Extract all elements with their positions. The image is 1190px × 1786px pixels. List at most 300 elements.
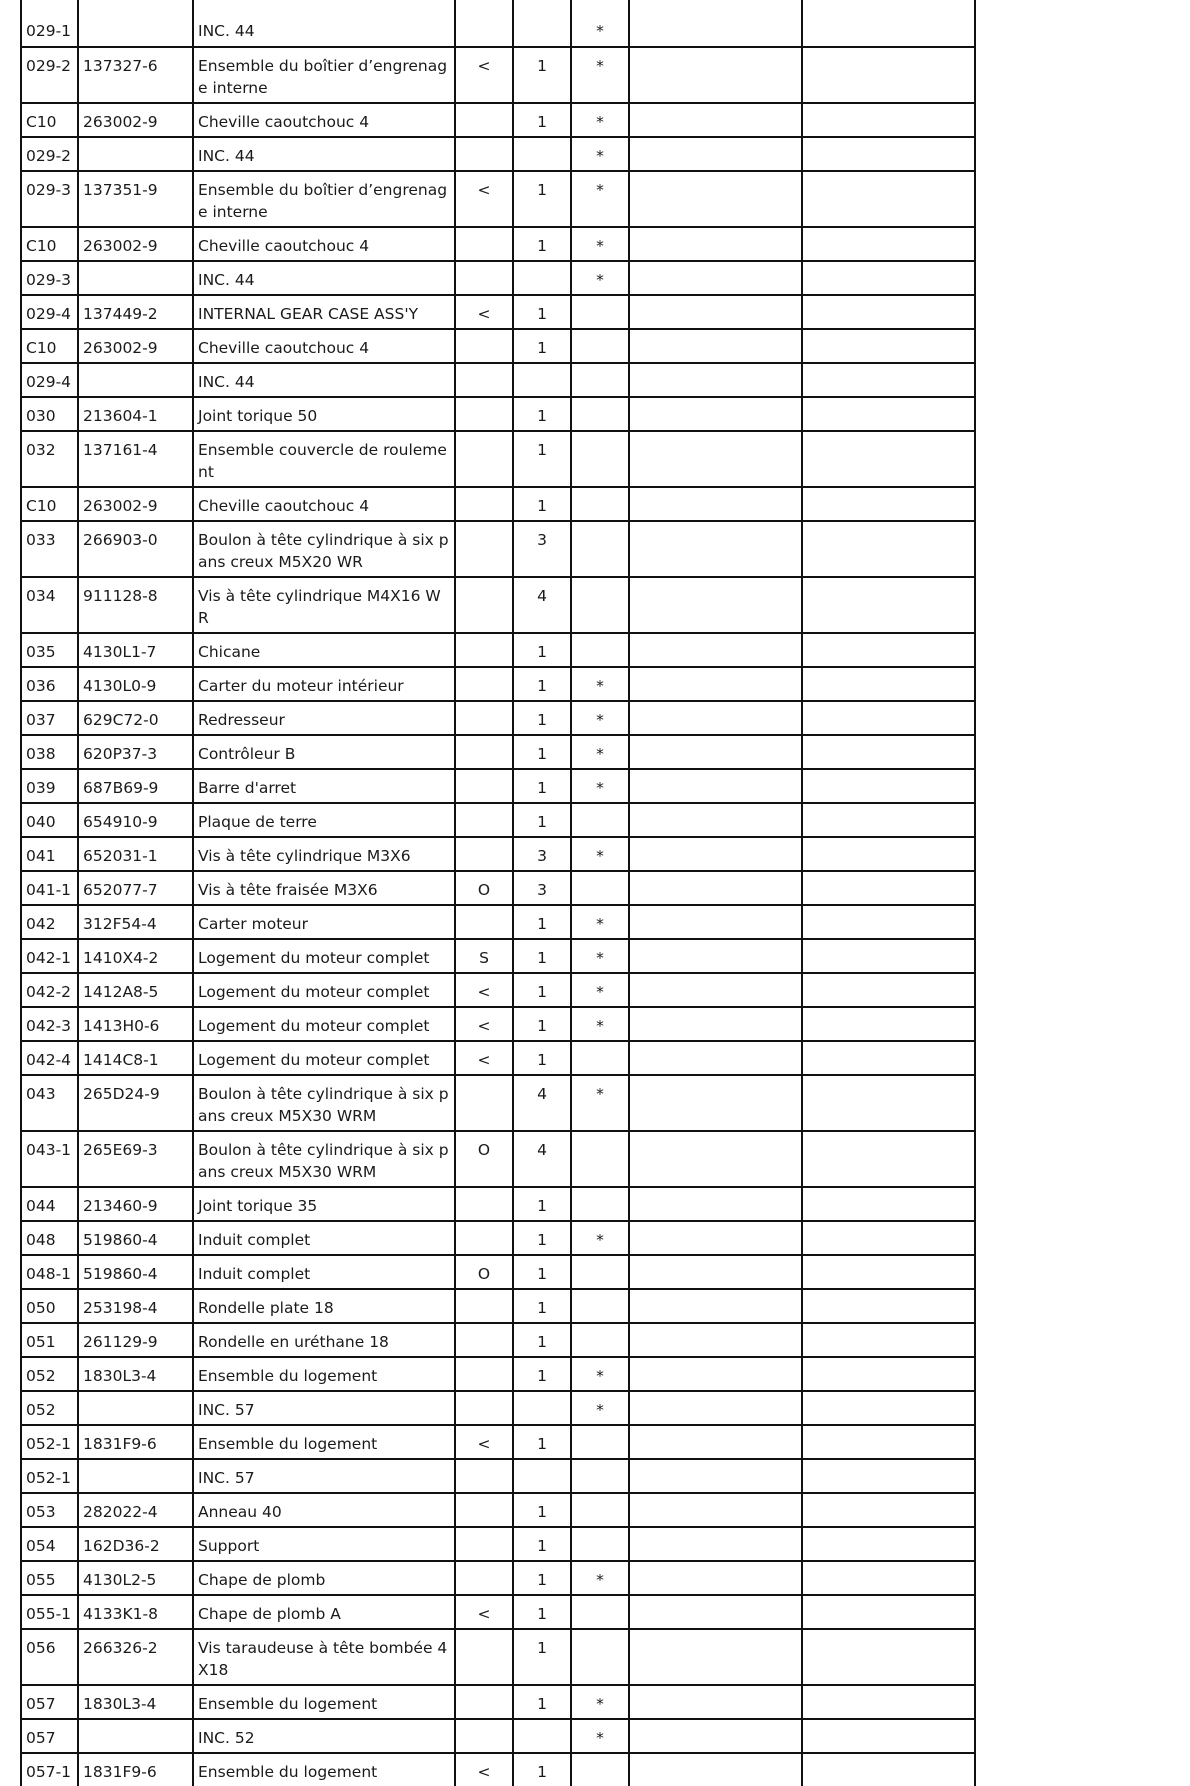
ref-number-cell: 042-1	[21, 939, 78, 973]
star-marker-cell: *	[571, 769, 629, 803]
quantity-cell: 1	[513, 973, 571, 1007]
blank-cell	[802, 871, 975, 905]
star-marker-cell: *	[571, 261, 629, 295]
note-code-cell	[455, 1527, 513, 1561]
blank-cell	[629, 735, 802, 769]
quantity-cell	[513, 1459, 571, 1493]
table-row	[21, 633, 975, 667]
part-number-cell	[78, 1459, 193, 1493]
ref-number-cell: 030	[21, 397, 78, 431]
description-cell: Barre d'arret	[193, 769, 455, 803]
quantity-cell: 1	[513, 1221, 571, 1255]
description-cell: Boulon à tête cylindrique à six pans creux M5X20 WR	[193, 521, 455, 577]
quantity-cell: 1	[513, 1561, 571, 1595]
star-marker-cell: *	[571, 1357, 629, 1391]
quantity-cell	[513, 137, 571, 171]
note-code-cell	[455, 1493, 513, 1527]
blank-cell	[802, 1131, 975, 1187]
description-cell: Ensemble du logement	[193, 1425, 455, 1459]
note-code-cell	[455, 667, 513, 701]
description-cell: INC. 57	[193, 1391, 455, 1425]
part-number-cell: 654910-9	[78, 803, 193, 837]
quantity-cell: 4	[513, 1075, 571, 1131]
blank-cell	[629, 47, 802, 103]
table-row	[21, 1459, 975, 1493]
description-cell: INC. 57	[193, 1459, 455, 1493]
ref-number-cell: 039	[21, 769, 78, 803]
ref-number-cell: 057	[21, 1685, 78, 1719]
part-number-cell: 213604-1	[78, 397, 193, 431]
blank-cell	[802, 1719, 975, 1753]
blank-cell	[802, 1685, 975, 1719]
star-marker-cell	[571, 1527, 629, 1561]
ref-number-cell: C10	[21, 329, 78, 363]
ref-number-cell: 048-1	[21, 1255, 78, 1289]
part-number-cell: 1410X4-2	[78, 939, 193, 973]
star-marker-cell: *	[571, 1221, 629, 1255]
note-code-cell	[455, 397, 513, 431]
description-cell: Redresseur	[193, 701, 455, 735]
ref-number-cell: 051	[21, 1323, 78, 1357]
blank-cell	[802, 521, 975, 577]
blank-cell	[802, 1753, 975, 1786]
ref-number-cell: 041-1	[21, 871, 78, 905]
note-code-cell	[455, 329, 513, 363]
part-number-cell: 652077-7	[78, 871, 193, 905]
blank-cell	[802, 329, 975, 363]
ref-number-cell: 029-1	[21, 0, 78, 47]
ref-number-cell: C10	[21, 487, 78, 521]
ref-number-cell: 055-1	[21, 1595, 78, 1629]
note-code-cell: O	[455, 1255, 513, 1289]
ref-number-cell: 044	[21, 1187, 78, 1221]
description-cell: Joint torique 50	[193, 397, 455, 431]
star-marker-cell	[571, 1425, 629, 1459]
star-marker-cell	[571, 1041, 629, 1075]
ref-number-cell: 053	[21, 1493, 78, 1527]
star-marker-cell	[571, 487, 629, 521]
part-number-cell: 1830L3-4	[78, 1685, 193, 1719]
description-cell: Logement du moteur complet	[193, 973, 455, 1007]
quantity-cell: 1	[513, 47, 571, 103]
blank-cell	[629, 837, 802, 871]
table-row	[21, 939, 975, 973]
part-number-cell: 652031-1	[78, 837, 193, 871]
part-number-cell: 1413H0-6	[78, 1007, 193, 1041]
blank-cell	[802, 939, 975, 973]
description-cell: Vis à tête cylindrique M4X16 WR	[193, 577, 455, 633]
table-row	[21, 1041, 975, 1075]
part-number-cell: 629C72-0	[78, 701, 193, 735]
quantity-cell: 1	[513, 1187, 571, 1221]
part-number-cell: 137351-9	[78, 171, 193, 227]
blank-cell	[802, 1595, 975, 1629]
quantity-cell: 1	[513, 171, 571, 227]
table-row	[21, 171, 975, 227]
note-code-cell	[455, 735, 513, 769]
part-number-cell: 519860-4	[78, 1255, 193, 1289]
blank-cell	[629, 487, 802, 521]
part-number-cell: 213460-9	[78, 1187, 193, 1221]
table-row	[21, 1221, 975, 1255]
table-row	[21, 1425, 975, 1459]
star-marker-cell	[571, 1459, 629, 1493]
part-number-cell: 620P37-3	[78, 735, 193, 769]
quantity-cell: 1	[513, 329, 571, 363]
note-code-cell	[455, 1685, 513, 1719]
note-code-cell	[455, 137, 513, 171]
ref-number-cell: 029-2	[21, 137, 78, 171]
part-number-cell	[78, 363, 193, 397]
note-code-cell: O	[455, 871, 513, 905]
quantity-cell: 1	[513, 769, 571, 803]
part-number-cell: 1831F9-6	[78, 1753, 193, 1786]
star-marker-cell: *	[571, 1561, 629, 1595]
part-number-cell: 265D24-9	[78, 1075, 193, 1131]
star-marker-cell	[571, 871, 629, 905]
blank-cell	[629, 397, 802, 431]
note-code-cell	[455, 521, 513, 577]
ref-number-cell: 032	[21, 431, 78, 487]
quantity-cell: 3	[513, 871, 571, 905]
table-row	[21, 973, 975, 1007]
star-marker-cell	[571, 1255, 629, 1289]
ref-number-cell: C10	[21, 227, 78, 261]
table-row	[21, 295, 975, 329]
blank-cell	[802, 295, 975, 329]
table-row	[21, 1131, 975, 1187]
star-marker-cell	[571, 397, 629, 431]
note-code-cell	[455, 1221, 513, 1255]
blank-cell	[802, 397, 975, 431]
note-code-cell: <	[455, 171, 513, 227]
star-marker-cell: *	[571, 837, 629, 871]
note-code-cell: S	[455, 939, 513, 973]
ref-number-cell: 042-3	[21, 1007, 78, 1041]
part-number-cell	[78, 0, 193, 47]
description-cell: INC. 52	[193, 1719, 455, 1753]
star-marker-cell: *	[571, 667, 629, 701]
quantity-cell: 1	[513, 1255, 571, 1289]
table-row	[21, 871, 975, 905]
star-marker-cell: *	[571, 905, 629, 939]
table-row	[21, 1561, 975, 1595]
table-row	[21, 1007, 975, 1041]
blank-cell	[629, 1075, 802, 1131]
blank-cell	[629, 1255, 802, 1289]
blank-cell	[802, 667, 975, 701]
note-code-cell	[455, 0, 513, 47]
star-marker-cell	[571, 431, 629, 487]
quantity-cell: 1	[513, 667, 571, 701]
ref-number-cell: 041	[21, 837, 78, 871]
description-cell: Rondelle en uréthane 18	[193, 1323, 455, 1357]
note-code-cell	[455, 1459, 513, 1493]
blank-cell	[802, 1357, 975, 1391]
star-marker-cell: *	[571, 137, 629, 171]
table-row	[21, 521, 975, 577]
description-cell: INC. 44	[193, 137, 455, 171]
note-code-cell	[455, 103, 513, 137]
star-marker-cell	[571, 295, 629, 329]
quantity-cell: 3	[513, 837, 571, 871]
description-cell: Support	[193, 1527, 455, 1561]
blank-cell	[629, 1595, 802, 1629]
blank-cell	[802, 803, 975, 837]
blank-cell	[629, 521, 802, 577]
table-row	[21, 261, 975, 295]
table-row	[21, 701, 975, 735]
description-cell: Boulon à tête cylindrique à six pans creux M5X30 WRM	[193, 1075, 455, 1131]
note-code-cell	[455, 363, 513, 397]
blank-cell	[802, 1041, 975, 1075]
table-row	[21, 1255, 975, 1289]
ref-number-cell: 056	[21, 1629, 78, 1685]
description-cell: Vis à tête fraisée M3X6	[193, 871, 455, 905]
star-marker-cell: *	[571, 701, 629, 735]
ref-number-cell: 052	[21, 1391, 78, 1425]
blank-cell	[802, 1629, 975, 1685]
description-cell: Induit complet	[193, 1221, 455, 1255]
blank-cell	[802, 1075, 975, 1131]
blank-cell	[629, 227, 802, 261]
blank-cell	[802, 227, 975, 261]
blank-cell	[802, 261, 975, 295]
blank-cell	[629, 905, 802, 939]
blank-cell	[802, 1459, 975, 1493]
table-row	[21, 1391, 975, 1425]
ref-number-cell: 029-3	[21, 261, 78, 295]
blank-cell	[629, 1629, 802, 1685]
blank-cell	[629, 1425, 802, 1459]
note-code-cell: <	[455, 1425, 513, 1459]
blank-cell	[802, 633, 975, 667]
note-code-cell	[455, 1075, 513, 1131]
quantity-cell: 1	[513, 397, 571, 431]
quantity-cell: 4	[513, 1131, 571, 1187]
parts-table-body	[21, 0, 975, 1786]
star-marker-cell: *	[571, 735, 629, 769]
description-cell: Ensemble du boîtier d’engrenage interne	[193, 47, 455, 103]
table-row	[21, 1527, 975, 1561]
ref-number-cell: 052-1	[21, 1425, 78, 1459]
table-row	[21, 577, 975, 633]
note-code-cell	[455, 1561, 513, 1595]
part-number-cell	[78, 1391, 193, 1425]
ref-number-cell: 029-2	[21, 47, 78, 103]
note-code-cell	[455, 837, 513, 871]
part-number-cell: 253198-4	[78, 1289, 193, 1323]
table-row	[21, 1323, 975, 1357]
blank-cell	[802, 1493, 975, 1527]
table-row	[21, 329, 975, 363]
blank-cell	[629, 1685, 802, 1719]
note-code-cell: <	[455, 1595, 513, 1629]
blank-cell	[629, 1041, 802, 1075]
star-marker-cell: *	[571, 227, 629, 261]
part-number-cell: 1412A8-5	[78, 973, 193, 1007]
table-row	[21, 1187, 975, 1221]
blank-cell	[629, 1289, 802, 1323]
star-marker-cell: *	[571, 103, 629, 137]
quantity-cell: 3	[513, 521, 571, 577]
note-code-cell: <	[455, 1753, 513, 1786]
blank-cell	[629, 871, 802, 905]
star-marker-cell	[571, 1753, 629, 1786]
description-cell: Chicane	[193, 633, 455, 667]
blank-cell	[802, 735, 975, 769]
quantity-cell: 1	[513, 939, 571, 973]
part-number-cell: 137161-4	[78, 431, 193, 487]
part-number-cell: 266326-2	[78, 1629, 193, 1685]
note-code-cell	[455, 577, 513, 633]
description-cell: Boulon à tête cylindrique à six pans creux M5X30 WRM	[193, 1131, 455, 1187]
table-row	[21, 487, 975, 521]
star-marker-cell: *	[571, 939, 629, 973]
quantity-cell	[513, 0, 571, 47]
blank-cell	[629, 1131, 802, 1187]
blank-cell	[802, 1527, 975, 1561]
description-cell: INTERNAL GEAR CASE ASS'Y	[193, 295, 455, 329]
note-code-cell	[455, 1187, 513, 1221]
description-cell: INC. 44	[193, 363, 455, 397]
note-code-cell	[455, 803, 513, 837]
blank-cell	[802, 769, 975, 803]
note-code-cell: <	[455, 295, 513, 329]
description-cell: Contrôleur B	[193, 735, 455, 769]
blank-cell	[802, 701, 975, 735]
star-marker-cell: *	[571, 1719, 629, 1753]
blank-cell	[629, 1719, 802, 1753]
description-cell: Anneau 40	[193, 1493, 455, 1527]
part-number-cell: 687B69-9	[78, 769, 193, 803]
description-cell: Cheville caoutchouc 4	[193, 329, 455, 363]
table-row	[21, 1289, 975, 1323]
quantity-cell: 1	[513, 1629, 571, 1685]
blank-cell	[629, 261, 802, 295]
star-marker-cell	[571, 363, 629, 397]
note-code-cell	[455, 1289, 513, 1323]
note-code-cell	[455, 431, 513, 487]
blank-cell	[629, 803, 802, 837]
description-cell: Cheville caoutchouc 4	[193, 103, 455, 137]
table-row	[21, 0, 975, 47]
table-row	[21, 1753, 975, 1786]
star-marker-cell: *	[571, 1075, 629, 1131]
table-row	[21, 431, 975, 487]
quantity-cell: 1	[513, 1425, 571, 1459]
table-row	[21, 803, 975, 837]
table-row	[21, 1719, 975, 1753]
blank-cell	[629, 939, 802, 973]
ref-number-cell: 052-1	[21, 1459, 78, 1493]
quantity-cell: 1	[513, 1007, 571, 1041]
table-row	[21, 1357, 975, 1391]
ref-number-cell: 029-4	[21, 363, 78, 397]
note-code-cell	[455, 261, 513, 295]
star-marker-cell: *	[571, 171, 629, 227]
part-number-cell	[78, 137, 193, 171]
description-cell: Carter moteur	[193, 905, 455, 939]
table-row	[21, 397, 975, 431]
blank-cell	[802, 837, 975, 871]
blank-cell	[802, 1323, 975, 1357]
quantity-cell: 1	[513, 1753, 571, 1786]
description-cell: Cheville caoutchouc 4	[193, 227, 455, 261]
table-row	[21, 1595, 975, 1629]
part-number-cell: 266903-0	[78, 521, 193, 577]
description-cell: Ensemble du logement	[193, 1685, 455, 1719]
description-cell: Ensemble couvercle de roulement	[193, 431, 455, 487]
blank-cell	[802, 137, 975, 171]
table-row	[21, 667, 975, 701]
note-code-cell	[455, 701, 513, 735]
blank-cell	[802, 577, 975, 633]
note-code-cell: <	[455, 973, 513, 1007]
ref-number-cell: 033	[21, 521, 78, 577]
table-row	[21, 137, 975, 171]
quantity-cell	[513, 1391, 571, 1425]
blank-cell	[802, 1561, 975, 1595]
part-number-cell: 263002-9	[78, 329, 193, 363]
quantity-cell	[513, 1719, 571, 1753]
star-marker-cell	[571, 1493, 629, 1527]
blank-cell	[629, 1007, 802, 1041]
table-row	[21, 363, 975, 397]
quantity-cell: 1	[513, 1493, 571, 1527]
part-number-cell: 263002-9	[78, 227, 193, 261]
ref-number-cell: 042-2	[21, 973, 78, 1007]
blank-cell	[802, 487, 975, 521]
part-number-cell: 1831F9-6	[78, 1425, 193, 1459]
description-cell: Plaque de terre	[193, 803, 455, 837]
description-cell: Ensemble du logement	[193, 1357, 455, 1391]
table-row	[21, 735, 975, 769]
part-number-cell: 4130L1-7	[78, 633, 193, 667]
blank-cell	[802, 0, 975, 47]
quantity-cell: 1	[513, 735, 571, 769]
part-number-cell: 265E69-3	[78, 1131, 193, 1187]
note-code-cell: <	[455, 47, 513, 103]
star-marker-cell: *	[571, 0, 629, 47]
ref-number-cell: 052	[21, 1357, 78, 1391]
table-row	[21, 769, 975, 803]
quantity-cell: 1	[513, 905, 571, 939]
blank-cell	[802, 47, 975, 103]
blank-cell	[802, 973, 975, 1007]
ref-number-cell: 043	[21, 1075, 78, 1131]
blank-cell	[629, 329, 802, 363]
table-row	[21, 1629, 975, 1685]
ref-number-cell: 029-3	[21, 171, 78, 227]
blank-cell	[629, 1527, 802, 1561]
star-marker-cell: *	[571, 1007, 629, 1041]
blank-cell	[802, 103, 975, 137]
part-number-cell: 263002-9	[78, 103, 193, 137]
note-code-cell	[455, 227, 513, 261]
blank-cell	[629, 1391, 802, 1425]
note-code-cell	[455, 905, 513, 939]
description-cell: Logement du moteur complet	[193, 1007, 455, 1041]
blank-cell	[802, 1391, 975, 1425]
description-cell: Vis à tête cylindrique M3X6	[193, 837, 455, 871]
blank-cell	[802, 1221, 975, 1255]
ref-number-cell: 042	[21, 905, 78, 939]
blank-cell	[629, 973, 802, 1007]
part-number-cell: 1830L3-4	[78, 1357, 193, 1391]
blank-cell	[802, 1007, 975, 1041]
table-row	[21, 1493, 975, 1527]
